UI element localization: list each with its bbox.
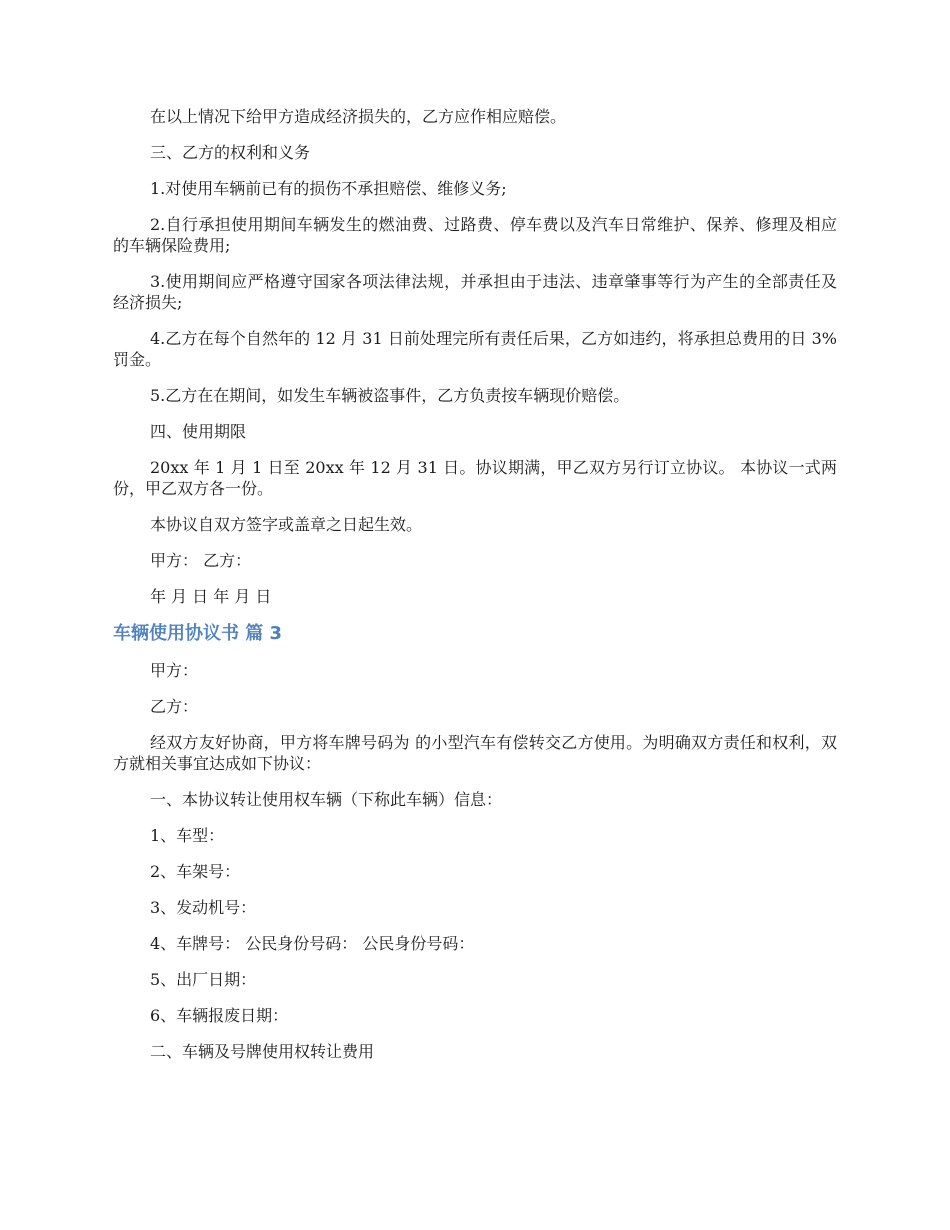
list-item: 2、车架号： xyxy=(150,862,241,881)
party-a-line: 甲方： xyxy=(150,661,199,680)
paragraph: 在以上情况下给甲方造成经济损失的，乙方应作相应赔偿。 xyxy=(150,107,567,126)
list-item: 1、车型： xyxy=(150,826,225,845)
list-item: 5、出厂日期： xyxy=(150,970,257,989)
paragraph: 2.自行承担使用期间车辆发生的燃油费、过路费、停车费以及汽车日常维护、保养、修理及相应的车辆保险费用; xyxy=(113,215,837,255)
list-item: 6、车辆报废日期： xyxy=(150,1006,289,1025)
party-b-line: 乙方： xyxy=(150,697,199,716)
section-title: 二、车辆及号牌使用权转让费用 xyxy=(150,1042,375,1061)
paragraph: 20xx 年 1 月 1 日至 20xx 年 12 月 31 日。协议期满，甲乙双方另行订立协议。 本协议一式两份，甲乙双方各一份。 xyxy=(113,458,837,498)
paragraph: 1.对使用车辆前已有的损伤不承担赔偿、维修义务; xyxy=(150,179,507,198)
section-title: 四、使用期限 xyxy=(150,422,247,441)
list-item: 4、车牌号： 公民身份号码： 公民身份号码： xyxy=(150,934,475,953)
paragraph: 4.乙方在每个自然年的 12 月 31 日前处理完所有责任后果，乙方如违约，将承担总费用的日 3%罚金。 xyxy=(113,329,837,369)
signature-line: 甲方： 乙方： xyxy=(150,551,252,570)
paragraph: 经双方友好协商，甲方将车牌号码为 的小型汽车有偿转交乙方使用。为明确双方责任和权利，双方就相关事宜达成如下协议： xyxy=(113,733,837,773)
paragraph: 5.乙方在在期间，如发生车辆被盗事件，乙方负责按车辆现价赔偿。 xyxy=(150,386,630,405)
list-item: 3、发动机号： xyxy=(150,898,257,917)
section-title: 一、本协议转让使用权车辆（下称此车辆）信息： xyxy=(150,790,503,809)
document-page xyxy=(113,106,837,1077)
paragraph: 本协议自双方签字或盖章之日起生效。 xyxy=(150,515,423,534)
section-heading: 车辆使用协议书 篇 3 xyxy=(113,623,283,644)
date-line: 年 月 日 年 月 日 xyxy=(150,587,272,606)
paragraph: 3.使用期间应严格遵守国家各项法律法规，并承担由于违法、违章肇事等行为产生的全部责任及经济损失; xyxy=(113,272,837,312)
section-title: 三、乙方的权利和义务 xyxy=(150,143,311,162)
